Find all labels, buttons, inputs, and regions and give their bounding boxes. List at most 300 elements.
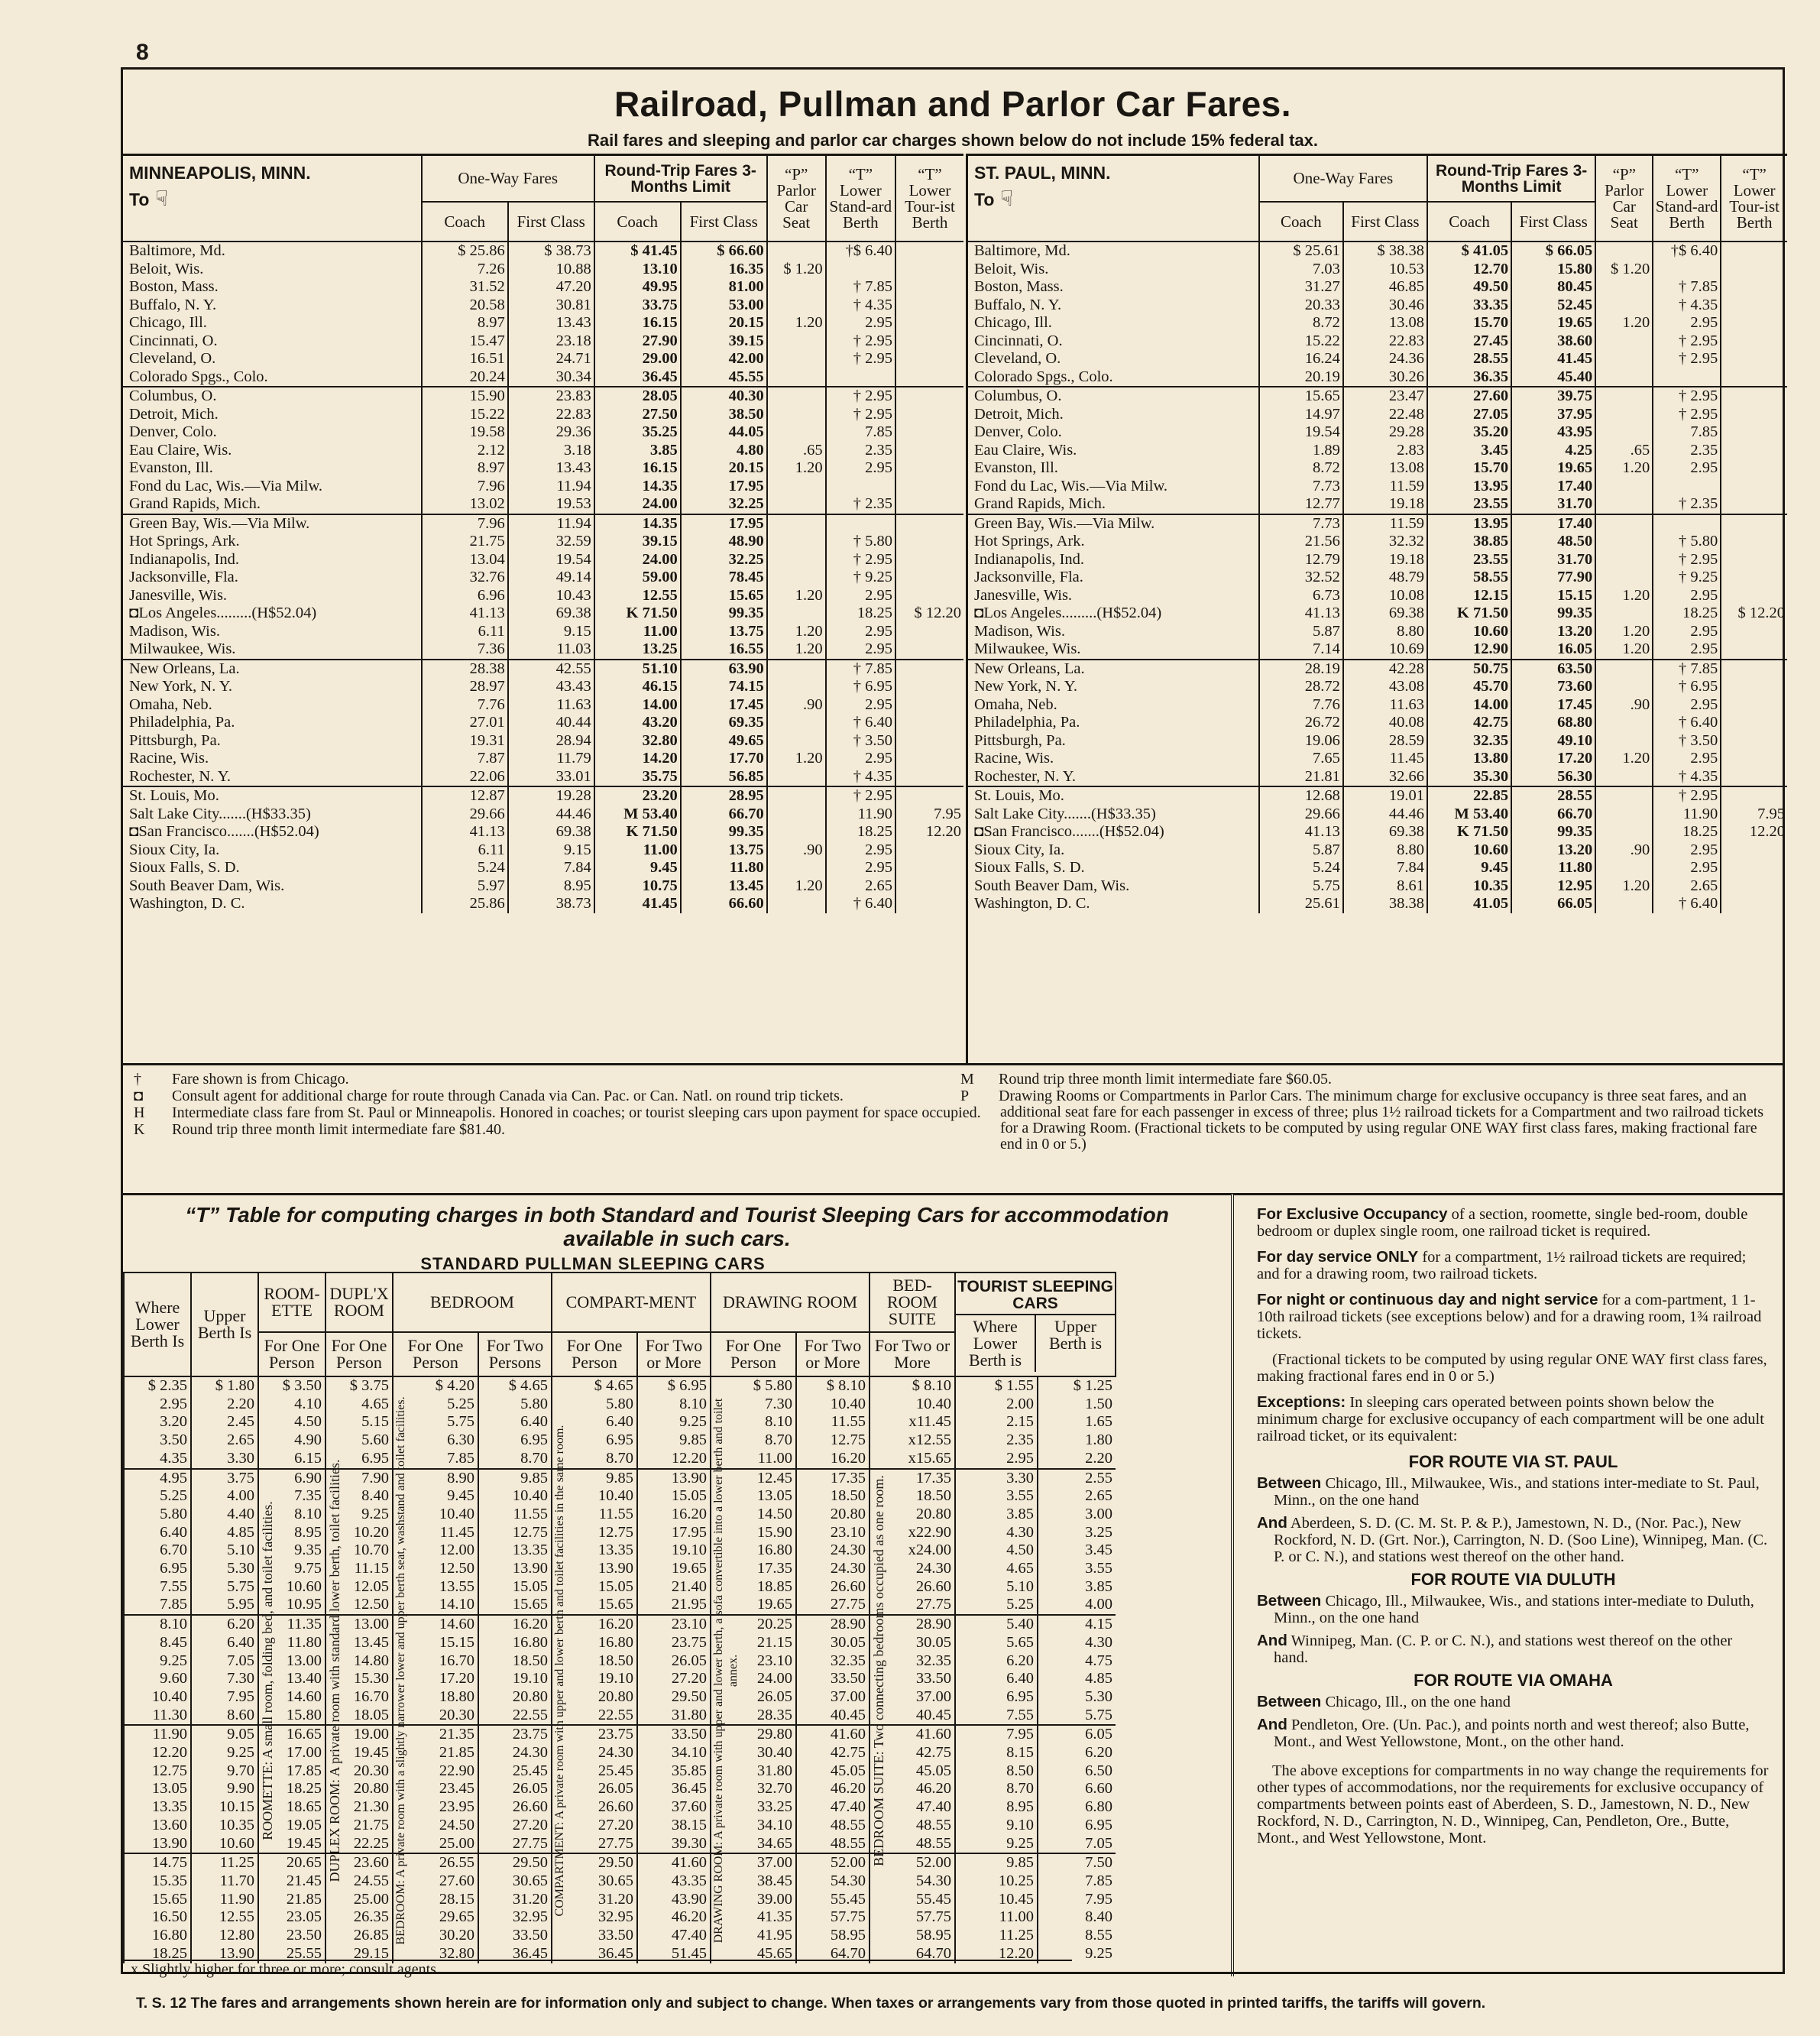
parlor-seat xyxy=(767,569,826,587)
coach-round-trip: 35.30 xyxy=(1427,768,1511,787)
lower-tourist-berth xyxy=(895,660,963,679)
charge-cell: 12.75 xyxy=(796,1431,870,1450)
coach-one-way: 8.72 xyxy=(1259,459,1343,478)
charge-cell: x24.00 xyxy=(870,1542,955,1560)
first-class-round-trip: 81.00 xyxy=(681,278,767,297)
charge-cell: 5.10 xyxy=(191,1542,258,1560)
destination: Janesville, Wis. xyxy=(129,586,228,604)
lower-tourist-berth xyxy=(1721,350,1787,368)
charge-cell: $ 1.80 xyxy=(191,1376,258,1396)
fare-row xyxy=(968,678,1787,696)
parlor-seat xyxy=(1595,350,1653,368)
charge-cell: 26.85 xyxy=(325,1927,393,1945)
charge-cell: 10.40 xyxy=(796,1396,870,1414)
first-class-header: First Class xyxy=(508,202,594,242)
lower-tourist-berth xyxy=(895,442,963,460)
lower-standard-berth: † 6.40 xyxy=(826,714,895,732)
charge-cell: 5.80 xyxy=(552,1396,637,1414)
pointing-hand-icon: ☟ xyxy=(149,186,169,210)
coach-round-trip: 14.35 xyxy=(594,514,681,533)
charge-cell: 8.55 xyxy=(1038,1927,1116,1945)
accommodation-description: DRAWING ROOM: A private room with upper and lower berth, a sofa convertible into a lower berth and toilet annex. xyxy=(712,1398,740,1944)
coach-one-way: 29.66 xyxy=(1259,806,1343,824)
lower-standard-berth: † 7.85 xyxy=(826,278,895,297)
lower-tourist-berth xyxy=(895,623,963,641)
charge-cell: 33.50 xyxy=(552,1927,637,1945)
charge-cell: 11.90 xyxy=(191,1891,258,1909)
first-class-header: First Class xyxy=(1343,202,1427,242)
bedroom-header: BEDROOM xyxy=(393,1272,552,1332)
fare-row xyxy=(123,768,963,787)
fare-row xyxy=(968,768,1787,787)
first-class-round-trip: 73.60 xyxy=(1511,678,1595,696)
first-class-round-trip: 17.95 xyxy=(681,514,767,533)
lower-tourist-berth xyxy=(895,459,963,478)
page-number: 8 xyxy=(136,40,149,65)
charge-cell: 7.90 xyxy=(325,1469,393,1488)
charge-cell: 13.40 xyxy=(258,1670,325,1688)
one-way-header: One-Way Fares xyxy=(1259,156,1427,202)
destination: Eau Claire, Wis. xyxy=(129,441,232,459)
charge-cell: 40.45 xyxy=(870,1707,955,1726)
fare-row xyxy=(123,533,963,551)
coach-one-way: 7.76 xyxy=(422,696,508,715)
charge-cell: 12.50 xyxy=(325,1596,393,1615)
fare-row xyxy=(123,859,963,877)
parlor-seat xyxy=(767,859,826,877)
fare-row xyxy=(968,823,1787,841)
coach-round-trip: 46.15 xyxy=(594,678,681,696)
coach-one-way: $ 25.61 xyxy=(1259,242,1343,261)
coach-header: Coach xyxy=(594,202,681,242)
coach-round-trip: 12.55 xyxy=(594,587,681,605)
charge-cell: 6.20 xyxy=(955,1652,1038,1671)
charge-cell: 4.85 xyxy=(191,1524,258,1542)
lower-standard-berth: 18.25 xyxy=(1653,823,1721,841)
coach-round-trip: 12.70 xyxy=(1427,261,1511,279)
lower-standard-berth: † 2.95 xyxy=(826,387,895,406)
first-class-round-trip: 74.15 xyxy=(681,678,767,696)
charge-cell: 13.35 xyxy=(124,1798,191,1817)
first-class-round-trip: 40.30 xyxy=(681,387,767,406)
coach-round-trip: 11.00 xyxy=(594,841,681,860)
first-class-one-way: 11.79 xyxy=(508,750,594,768)
round-trip-header: Round-Trip Fares 3-Months Limit xyxy=(1427,156,1595,202)
lower-standard-berth xyxy=(1653,368,1721,387)
charge-cell: 11.30 xyxy=(124,1707,191,1726)
charge-cell: 12.80 xyxy=(191,1927,258,1945)
charge-cell: 8.95 xyxy=(258,1524,325,1542)
parlor-seat: 1.20 xyxy=(767,750,826,768)
charge-cell: 16.80 xyxy=(552,1634,637,1652)
parlor-seat: .90 xyxy=(1595,841,1653,860)
parlor-seat xyxy=(1595,387,1653,406)
lower-tourist-berth xyxy=(895,551,963,569)
first-class-round-trip: 43.95 xyxy=(1511,423,1595,442)
charge-cell: 17.35 xyxy=(870,1469,955,1488)
lower-tourist-berth xyxy=(1721,514,1787,533)
charge-cell: 9.25 xyxy=(325,1506,393,1524)
charge-cell: 26.60 xyxy=(478,1798,552,1817)
lower-tourist-berth xyxy=(1721,569,1787,587)
lower-tourist-berth xyxy=(895,242,963,261)
occupancy-header: For Two or More xyxy=(637,1332,711,1376)
parlor-seat: 1.20 xyxy=(1595,623,1653,641)
lower-standard-header: “T” Lower Stand-ard Berth xyxy=(1653,156,1721,242)
charge-cell: 25.45 xyxy=(478,1762,552,1781)
charge-cell: 17.00 xyxy=(258,1744,325,1762)
occupancy-header: For One Person xyxy=(552,1332,637,1376)
destination: Sioux Falls, S. D. xyxy=(974,859,1085,876)
lower-standard-berth: † 2.35 xyxy=(826,495,895,514)
charge-cell: 3.50 xyxy=(124,1431,191,1450)
first-class-round-trip: 48.90 xyxy=(681,533,767,551)
charge-cell: 30.20 xyxy=(393,1927,478,1945)
lower-tourist-berth xyxy=(1721,242,1787,261)
coach-header: Coach xyxy=(1259,202,1343,242)
charge-cell: 8.10 xyxy=(258,1506,325,1524)
charge-cell: 36.45 xyxy=(552,1945,637,1963)
fare-row xyxy=(123,587,963,605)
first-class-one-way: 33.01 xyxy=(508,768,594,787)
lower-standard-berth: 2.35 xyxy=(1653,442,1721,460)
charge-cell: 2.15 xyxy=(955,1413,1038,1431)
charge-cell: 35.85 xyxy=(637,1762,711,1781)
destination: Milwaukee, Wis. xyxy=(974,640,1081,657)
lower-standard-berth: 2.95 xyxy=(1653,696,1721,715)
coach-one-way: 7.76 xyxy=(1259,696,1343,715)
charge-cell: 18.05 xyxy=(325,1707,393,1726)
first-class-header: First Class xyxy=(681,202,767,242)
coach-round-trip: 58.55 xyxy=(1427,569,1511,587)
coach-one-way: 41.13 xyxy=(422,823,508,841)
footnote xyxy=(134,1104,1040,1121)
parlor-seat xyxy=(1595,406,1653,424)
charge-cell: 11.25 xyxy=(955,1927,1038,1945)
parlor-seat xyxy=(767,714,826,732)
charge-cell: 3.00 xyxy=(1038,1506,1116,1524)
charge-cell: 46.20 xyxy=(637,1908,711,1927)
charge-cell: $ 4.65 xyxy=(478,1376,552,1396)
charge-cell: 6.95 xyxy=(1038,1817,1116,1835)
charge-cell: 7.95 xyxy=(955,1725,1038,1744)
first-class-one-way: 69.38 xyxy=(1343,823,1427,841)
charge-cell: 10.40 xyxy=(393,1506,478,1524)
occupancy-header: For One Person xyxy=(325,1332,393,1376)
charge-cell: 7.55 xyxy=(955,1707,1038,1726)
fare-row xyxy=(123,261,963,279)
drawing-room-header: DRAWING ROOM xyxy=(711,1272,870,1332)
coach-one-way: 7.26 xyxy=(422,261,508,279)
fare-row xyxy=(123,242,963,261)
charge-cell: $ 5.80 xyxy=(711,1376,796,1396)
lower-standard-berth: †$ 6.40 xyxy=(826,242,895,261)
first-class-one-way: 38.38 xyxy=(1343,895,1427,913)
charge-cell: 22.55 xyxy=(478,1707,552,1726)
lower-standard-header: “T” Lower Stand-ard Berth xyxy=(826,156,895,242)
first-class-round-trip: 17.45 xyxy=(1511,696,1595,715)
lower-standard-berth: † 6.95 xyxy=(826,678,895,696)
lower-tourist-berth xyxy=(1721,314,1787,332)
charge-cell: 30.65 xyxy=(478,1872,552,1891)
first-class-one-way: 46.85 xyxy=(1343,278,1427,297)
charge-cell: 2.35 xyxy=(955,1431,1038,1450)
coach-round-trip: 14.00 xyxy=(1427,696,1511,715)
coach-round-trip: 39.15 xyxy=(594,533,681,551)
fare-row xyxy=(123,495,963,514)
to-label xyxy=(129,186,415,210)
first-class-one-way: 9.15 xyxy=(508,623,594,641)
lower-tourist-berth xyxy=(1721,859,1787,877)
charge-cell: 5.75 xyxy=(191,1578,258,1597)
charge-cell: 19.10 xyxy=(478,1670,552,1688)
notes-left xyxy=(134,1071,1040,1139)
charge-cell: 3.55 xyxy=(955,1487,1038,1506)
charge-cell: x22.90 xyxy=(870,1524,955,1542)
charge-cell: 52.00 xyxy=(796,1853,870,1872)
t-table-footnote: x Slightly higher for three or more; consult agents. xyxy=(123,1960,1072,1979)
charge-cell: 5.75 xyxy=(393,1413,478,1431)
charge-cell: 16.20 xyxy=(478,1615,552,1634)
route-text: And Winnipeg, Man. (C. P. or C. N.), and stations west thereof on the other hand. xyxy=(1257,1632,1733,1666)
parlor-seat xyxy=(1595,242,1653,261)
charge-cell: 15.65 xyxy=(124,1891,191,1909)
first-class-one-way: 8.61 xyxy=(1343,877,1427,896)
first-class-round-trip: 17.40 xyxy=(1511,478,1595,496)
lower-standard-berth: † 7.85 xyxy=(826,660,895,679)
first-class-one-way: 11.63 xyxy=(1343,696,1427,715)
charge-cell: 15.15 xyxy=(393,1634,478,1652)
parlor-seat: $ 1.20 xyxy=(1595,261,1653,279)
coach-one-way: 7.65 xyxy=(1259,750,1343,768)
charge-cell: 48.55 xyxy=(796,1835,870,1854)
charge-cell: 8.40 xyxy=(325,1487,393,1506)
charge-cell: 10.40 xyxy=(870,1396,955,1414)
first-class-one-way: 23.18 xyxy=(508,332,594,351)
parlor-seat xyxy=(767,605,826,623)
lower-standard-berth: 2.95 xyxy=(1653,587,1721,605)
coach-round-trip: 23.55 xyxy=(1427,551,1511,569)
coach-round-trip: 13.95 xyxy=(1427,514,1511,533)
charge-cell: 14.80 xyxy=(325,1652,393,1671)
first-class-one-way: 19.53 xyxy=(508,495,594,514)
charge-cell: 9.25 xyxy=(191,1744,258,1762)
parlor-seat: 1.20 xyxy=(1595,314,1653,332)
charge-cell: 29.15 xyxy=(325,1945,393,1963)
charge-cell: 11.45 xyxy=(393,1524,478,1542)
first-class-round-trip: 63.90 xyxy=(681,660,767,679)
destination: South Beaver Dam, Wis. xyxy=(129,877,285,894)
first-class-round-trip: 45.55 xyxy=(681,368,767,387)
charge-cell: 4.50 xyxy=(955,1542,1038,1560)
parlor-seat xyxy=(1595,806,1653,824)
fare-row xyxy=(968,533,1787,551)
charge-cell: 11.70 xyxy=(191,1872,258,1891)
first-class-one-way: 7.84 xyxy=(508,859,594,877)
lower-standard-berth xyxy=(1653,514,1721,533)
charge-cell: 29.50 xyxy=(478,1853,552,1872)
destination: Jacksonville, Fla. xyxy=(129,569,238,585)
fare-row xyxy=(123,332,963,351)
charge-cell: 21.95 xyxy=(637,1596,711,1615)
fare-row xyxy=(968,732,1787,751)
charge-cell: 5.60 xyxy=(325,1431,393,1450)
parlor-seat xyxy=(1595,786,1653,806)
charge-cell: 3.30 xyxy=(955,1469,1038,1488)
destination: Buffalo, N. Y. xyxy=(974,296,1062,313)
coach-round-trip: 49.95 xyxy=(594,278,681,297)
first-class-one-way: 11.59 xyxy=(1343,514,1427,533)
charge-cell: 11.55 xyxy=(552,1506,637,1524)
charge-cell: 16.80 xyxy=(124,1927,191,1945)
first-class-round-trip: 66.05 xyxy=(1511,895,1595,913)
fare-row xyxy=(123,640,963,660)
charge-cell: 30.05 xyxy=(870,1634,955,1652)
lower-standard-berth: 2.95 xyxy=(1653,859,1721,877)
charge-cell: 8.10 xyxy=(711,1413,796,1431)
charge-cell: 29.65 xyxy=(393,1908,478,1927)
coach-header: Coach xyxy=(422,202,508,242)
coach-one-way: 28.38 xyxy=(422,660,508,679)
charge-cell: 33.50 xyxy=(637,1725,711,1744)
destination: Hot Springs, Ark. xyxy=(974,533,1085,550)
destination: Buffalo, N. Y. xyxy=(129,296,217,313)
charge-cell: 13.90 xyxy=(478,1560,552,1578)
coach-round-trip: 23.20 xyxy=(594,786,681,806)
charge-cell: 10.95 xyxy=(258,1596,325,1615)
charge-cell: 22.25 xyxy=(325,1835,393,1854)
destination: ◘San Francisco.......(H$52.04) xyxy=(129,823,319,840)
first-class-round-trip: 41.45 xyxy=(1511,350,1595,368)
lower-standard-berth: 2.95 xyxy=(1653,841,1721,860)
charge-cell: 7.05 xyxy=(1038,1835,1116,1854)
charge-cell: 3.25 xyxy=(1038,1524,1116,1542)
charge-cell: 13.90 xyxy=(637,1469,711,1488)
charge-cell: 18.25 xyxy=(124,1945,191,1963)
charge-cell: 8.40 xyxy=(1038,1908,1116,1927)
fare-row xyxy=(123,714,963,732)
charge-cell: 21.30 xyxy=(325,1798,393,1817)
lower-tourist-berth xyxy=(895,533,963,551)
charge-cell: 19.65 xyxy=(711,1596,796,1615)
charge-cell: 41.60 xyxy=(637,1853,711,1872)
coach-one-way: 41.13 xyxy=(1259,605,1343,623)
origin-header xyxy=(968,156,1259,242)
charge-cell: 8.10 xyxy=(637,1396,711,1414)
charge-cell: x11.45 xyxy=(870,1413,955,1431)
first-class-one-way: 32.59 xyxy=(508,533,594,551)
destination: Evanston, Ill. xyxy=(974,459,1058,476)
charge-cell: 26.60 xyxy=(796,1578,870,1597)
first-class-round-trip: 49.65 xyxy=(681,732,767,751)
parlor-seat: 1.20 xyxy=(1595,877,1653,896)
charge-cell: 21.85 xyxy=(258,1891,325,1909)
first-class-round-trip: 45.40 xyxy=(1511,368,1595,387)
lower-standard-berth: † 4.35 xyxy=(826,297,895,315)
charge-cell: 6.40 xyxy=(552,1413,637,1431)
parlor-seat xyxy=(767,678,826,696)
coach-round-trip: 13.25 xyxy=(594,640,681,660)
charge-cell: 33.50 xyxy=(478,1927,552,1945)
charge-cell: 32.80 xyxy=(393,1945,478,1963)
coach-one-way: 5.75 xyxy=(1259,877,1343,896)
charge-cell: 58.95 xyxy=(796,1927,870,1945)
charge-cell: 25.00 xyxy=(393,1835,478,1854)
fare-row xyxy=(968,696,1787,715)
destination: New Orleans, La. xyxy=(123,660,422,679)
charge-cell: 7.05 xyxy=(191,1652,258,1671)
charge-cell: 16.50 xyxy=(124,1908,191,1927)
first-class-one-way: 43.43 xyxy=(508,678,594,696)
charge-cell: 20.30 xyxy=(393,1707,478,1726)
charge-cell: 15.05 xyxy=(637,1487,711,1506)
fare-sheet-frame xyxy=(121,67,1785,1978)
lower-standard-berth: 18.25 xyxy=(826,605,895,623)
charge-cell: $ 3.75 xyxy=(325,1376,393,1396)
coach-one-way: 12.77 xyxy=(1259,495,1343,514)
coach-one-way: 15.47 xyxy=(422,332,508,351)
coach-round-trip: K 71.50 xyxy=(594,605,681,623)
charge-cell: 9.85 xyxy=(552,1469,637,1488)
charge-cell: 2.20 xyxy=(191,1396,258,1414)
charge-cell: x12.55 xyxy=(870,1431,955,1450)
lower-berth-header: Where Lower Berth Is xyxy=(124,1272,191,1376)
charge-cell: 27.75 xyxy=(796,1596,870,1615)
charge-cell: 24.55 xyxy=(325,1872,393,1891)
coach-round-trip: 3.45 xyxy=(1427,442,1511,460)
lower-tourist-berth xyxy=(1721,732,1787,751)
fare-row xyxy=(968,350,1787,368)
parlor-seat xyxy=(767,350,826,368)
footnote-symbol: K xyxy=(134,1121,145,1138)
lower-standard-berth: 2.95 xyxy=(826,459,895,478)
first-class-round-trip: 16.05 xyxy=(1511,640,1595,660)
first-class-round-trip: 12.95 xyxy=(1511,877,1595,896)
charge-cell: 16.80 xyxy=(478,1634,552,1652)
page-title: Railroad, Pullman and Parlor Car Fares. xyxy=(614,84,1292,124)
first-class-one-way: 24.71 xyxy=(508,350,594,368)
parlor-seat xyxy=(767,495,826,514)
charge-cell: 6.95 xyxy=(955,1688,1038,1707)
charge-cell: 21.15 xyxy=(711,1634,796,1652)
coach-round-trip: 27.50 xyxy=(594,406,681,424)
charge-cell: 42.75 xyxy=(870,1744,955,1762)
to-text: To xyxy=(129,190,150,209)
first-class-one-way: 8.80 xyxy=(1343,623,1427,641)
lower-standard-berth: † 6.95 xyxy=(1653,678,1721,696)
charge-cell: 10.45 xyxy=(955,1891,1038,1909)
accommodation-description: DUPLEX ROOM: A private room with standard lower berth, toilet facilities. xyxy=(327,1459,342,1882)
charge-cell: 10.60 xyxy=(191,1835,258,1854)
charge-cell: 2.95 xyxy=(955,1450,1038,1469)
coach-one-way: 25.61 xyxy=(1259,895,1343,913)
lower-standard-berth: † 6.40 xyxy=(1653,714,1721,732)
charge-cell: 18.50 xyxy=(478,1652,552,1671)
destination: Green Bay, Wis.—Via Milw. xyxy=(123,514,422,533)
lower-tourist-berth xyxy=(1721,714,1787,732)
coach-round-trip: 42.75 xyxy=(1427,714,1511,732)
first-class-one-way: 9.15 xyxy=(508,841,594,860)
origin-city: ST. PAUL, MINN. xyxy=(974,163,1111,183)
first-class-one-way: 19.18 xyxy=(1343,495,1427,514)
charge-cell: 8.50 xyxy=(955,1762,1038,1781)
first-class-round-trip: $ 66.05 xyxy=(1511,242,1595,261)
first-class-round-trip: 69.35 xyxy=(681,714,767,732)
charge-cell: 48.55 xyxy=(796,1817,870,1835)
parlor-seat: 1.20 xyxy=(1595,640,1653,660)
fare-row xyxy=(968,877,1787,896)
first-class-one-way: 19.54 xyxy=(508,551,594,569)
